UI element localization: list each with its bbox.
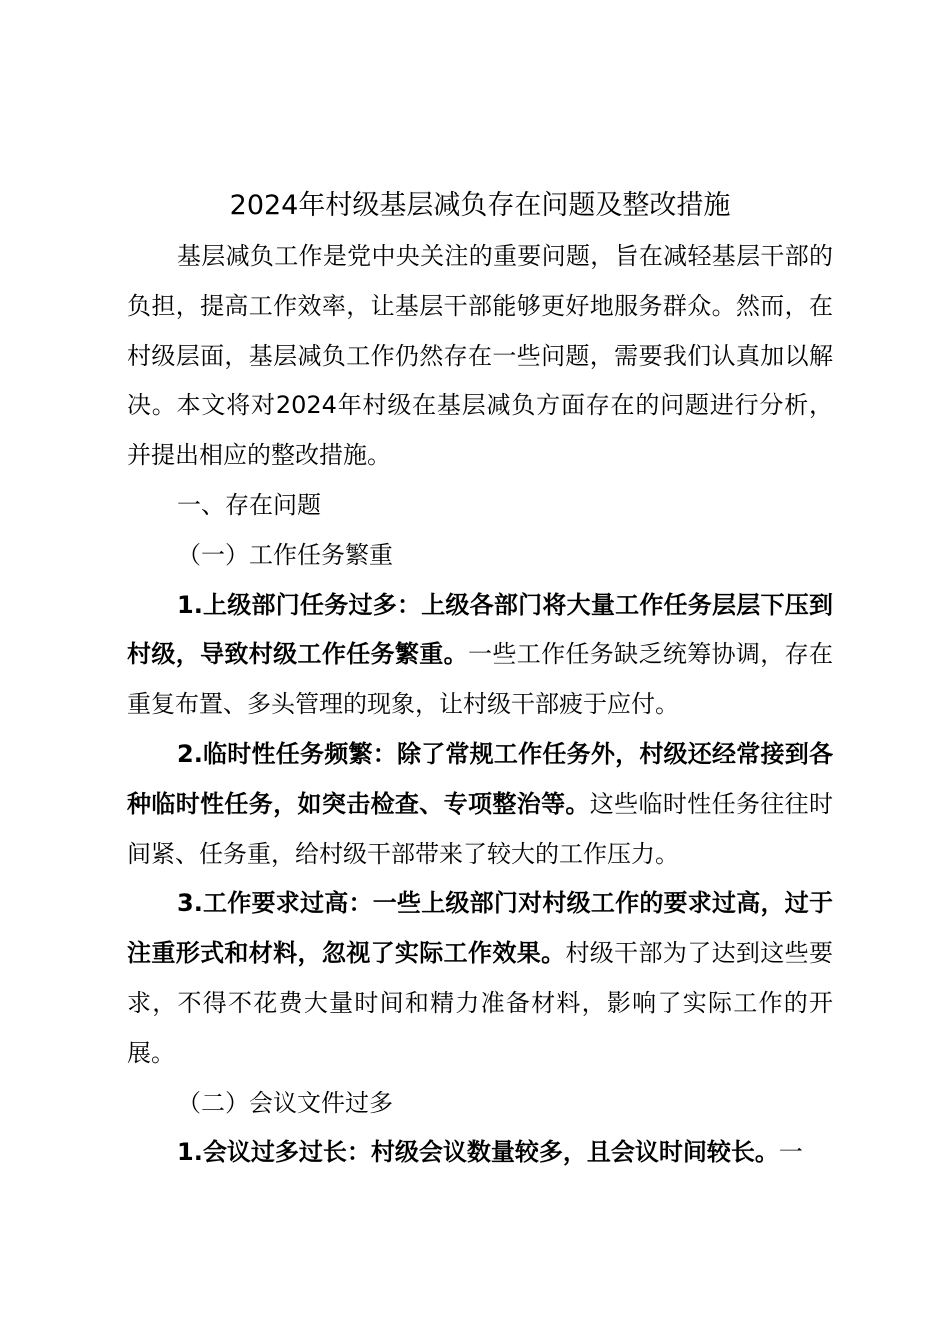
item-text: 村级干部为了达到这些要求，不得不花费大量时间和精力准备材料，影响了实际工作的开展。: [127, 939, 834, 1067]
item-bold-lead: 2.临时性任务频繁：除了常规工作任务外，村级还经常接到各种临时性任务，如突击检查、专项整治等。: [127, 739, 833, 818]
item-text: 一: [778, 1138, 803, 1167]
list-item: [127, 1128, 833, 1178]
item-bold-lead: 3.工作要求过高：一些上级部门对村级工作的要求过高，过于注重形式和材料，忽视了实际工作效果。: [127, 889, 833, 968]
document-title: 2024年村级基层减负存在问题及整改措施: [229, 190, 731, 221]
item-bold-lead: 1.会议过多过长：村级会议数量较多，且会议时间较长。: [177, 1138, 779, 1167]
item-text: 一些工作任务缺乏统筹协调，存在重复布置、多头管理的现象，让村级干部疲于应付。: [127, 640, 833, 719]
list-item: [127, 730, 833, 879]
subsection-heading-2: （二）会议文件过多: [177, 1088, 393, 1117]
section-heading-1: 一、存在问题: [177, 490, 321, 519]
item-text: 这些临时性任务往往时间紧、任务重，给村级干部带来了较大的工作压力。: [127, 789, 834, 868]
intro-paragraph: 基层减负工作是党中央关注的重要问题，旨在减轻基层干部的负担，提高工作效率，让基层干部能够更好地服务群众。然而，在村级层面，基层减负工作仍然存在一些问题，需要我们认真加以解决。本文将对2024年村级在基层减负方面存在的问题进行分析，并提出相应的整改措施。: [127, 242, 833, 470]
list-item: [127, 581, 833, 730]
item-bold-lead: 1.上级部门任务过多：上级各部门将大量工作任务层层下压到村级，导致村级工作任务繁重。: [127, 590, 833, 669]
document-page: [127, 182, 833, 1178]
list-item: [127, 879, 833, 1078]
subsection-heading-1: （一）工作任务繁重: [177, 540, 393, 569]
